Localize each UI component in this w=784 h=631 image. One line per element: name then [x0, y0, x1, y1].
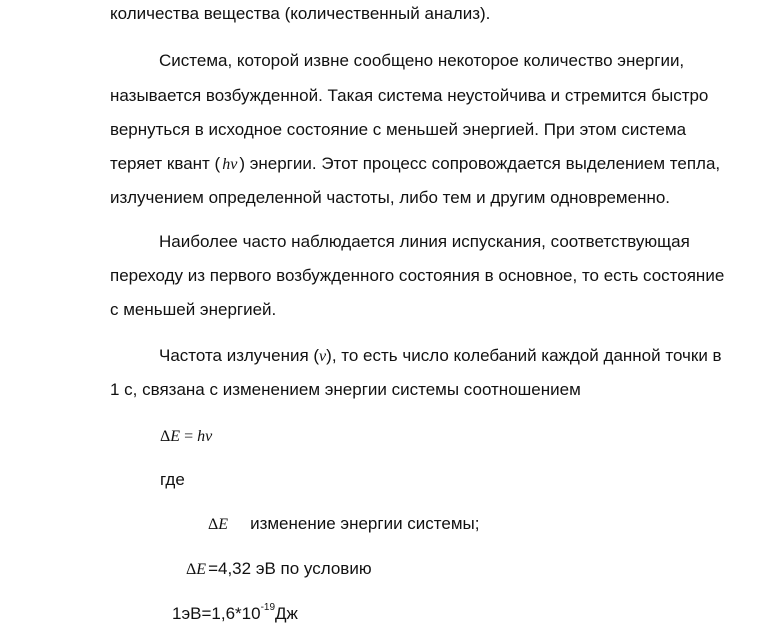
delta-symbol: Δ: [208, 516, 219, 533]
text-span: теряет квант (: [110, 154, 221, 173]
delta-symbol: Δ: [186, 561, 197, 578]
definition-delta-e: [208, 514, 479, 535]
paragraph-3-line-2: 1 с, связана с изменением энергии системы соотношением: [110, 380, 581, 399]
equals-sign: =: [180, 428, 198, 445]
text-span: ) энергии. Этот процесс сопровождается выделением тепла,: [239, 154, 721, 173]
paragraph-3-line-1: [159, 346, 722, 367]
conversion-unit: Дж: [275, 604, 298, 623]
energy-symbol: E: [196, 561, 207, 578]
text-span: ), то есть число колебаний каждой данной точки в: [326, 346, 722, 365]
given-value-text: =4,32 эВ по условию: [208, 559, 372, 578]
formula-rhs: hν: [197, 428, 213, 445]
conversion-base: 1эВ=1,6*10: [172, 604, 261, 623]
definition-text: изменение энергии системы;: [250, 514, 480, 533]
frequency-symbol: ν: [319, 348, 327, 365]
paragraph-1-line-3: вернуться в исходное состояние с меньшей энергией. При этом система: [110, 120, 687, 139]
given-value-line: [186, 559, 372, 580]
quantum-symbol: hν: [222, 156, 238, 173]
paragraph-1-line-5: излучением определенной частоты, либо тем и другим одновременно.: [110, 188, 671, 207]
paragraph-1-line-2: называется возбужденной. Такая система неустойчива и стремится быстро: [110, 86, 709, 105]
energy-symbol: E: [170, 428, 181, 445]
paragraph-1-line-4: [110, 154, 720, 175]
paragraph-1-line-1: Система, которой извне сообщено некоторое количество энергии,: [159, 51, 685, 70]
text-line-1: количества вещества (количественный анализ).: [110, 4, 491, 23]
text-span: Частота излучения (: [159, 346, 320, 365]
energy-formula: [160, 426, 212, 447]
where-label: где: [160, 470, 185, 489]
paragraph-2-line-3: с меньшей энергией.: [110, 300, 277, 319]
conversion-exponent: -19: [260, 602, 276, 614]
delta-symbol: Δ: [160, 428, 171, 445]
conversion-line: [172, 604, 298, 624]
paragraph-2-line-2: переходу из первого возбужденного состояния в основное, то есть состояние: [110, 266, 725, 285]
energy-symbol: E: [218, 516, 229, 533]
paragraph-2-line-1: Наиболее часто наблюдается линия испускания, соответствующая: [159, 232, 690, 251]
